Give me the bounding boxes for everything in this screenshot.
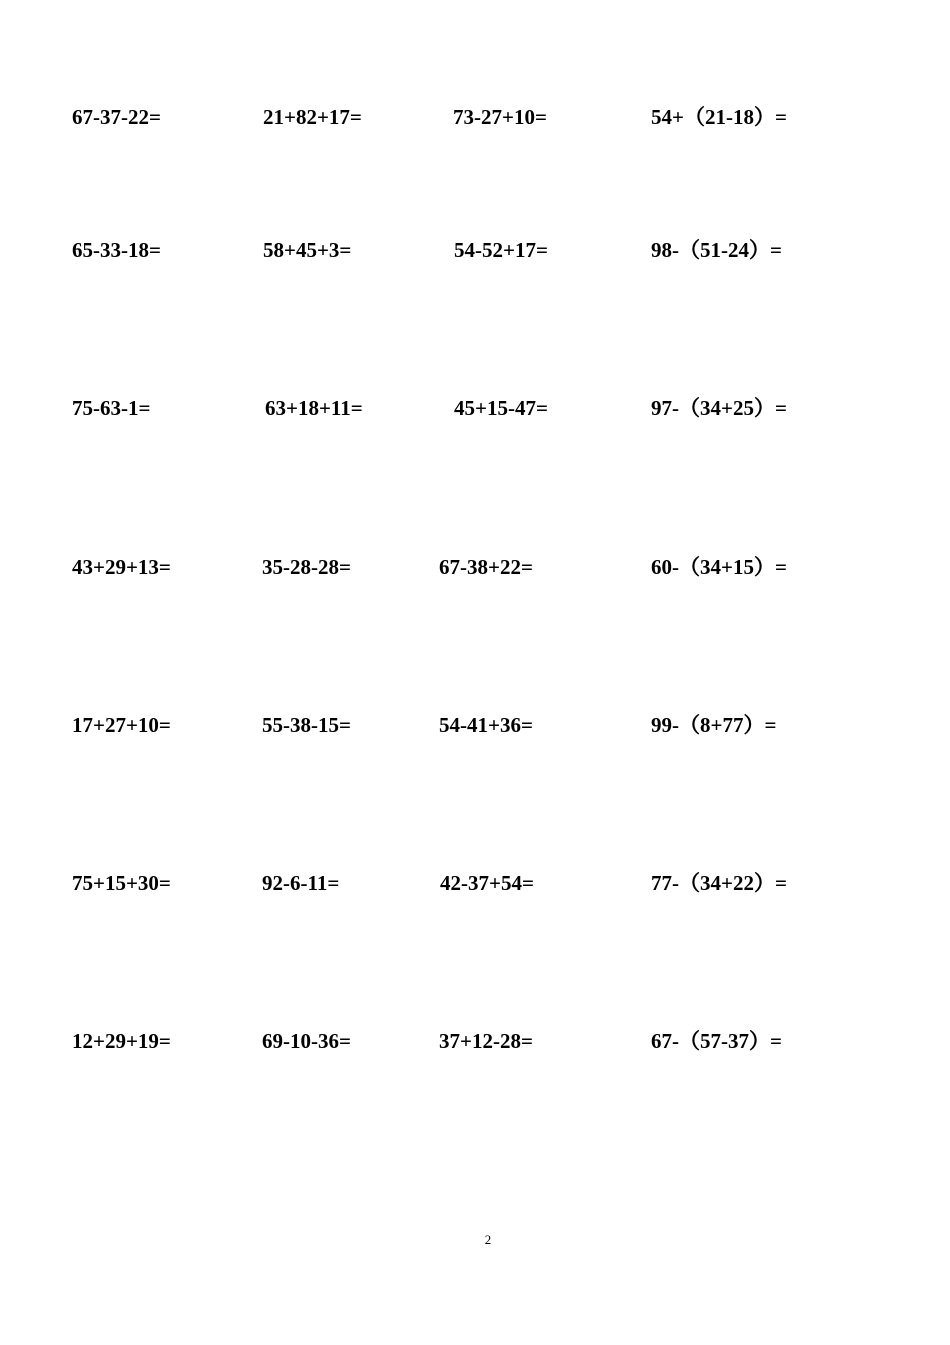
problem-r6-c1: 75+15+30= — [72, 871, 171, 895]
problem-r3-c3: 45+15-47= — [454, 396, 548, 420]
problem-r7-c4: 67-（57-37）= — [651, 1029, 782, 1053]
problem-r1-c3: 73-27+10= — [453, 105, 547, 129]
problem-r2-c1: 65-33-18= — [72, 238, 161, 262]
problem-r1-c1: 67-37-22= — [72, 105, 161, 129]
problem-r2-c4: 98-（51-24）= — [651, 238, 782, 262]
problem-r5-c4: 99-（8+77）= — [651, 713, 777, 737]
problem-r6-c4: 77-（34+22）= — [651, 871, 787, 895]
problem-r3-c1: 75-63-1= — [72, 396, 151, 420]
problem-r3-c2: 63+18+11= — [265, 396, 363, 420]
problem-r5-c1: 17+27+10= — [72, 713, 171, 737]
problem-r6-c3: 42-37+54= — [440, 871, 534, 895]
problem-r1-c4: 54+（21-18）= — [651, 105, 787, 129]
problem-r5-c2: 55-38-15= — [262, 713, 351, 737]
page-number: 2 — [484, 1232, 492, 1247]
problem-r7-c2: 69-10-36= — [262, 1029, 351, 1053]
problem-r4-c4: 60-（34+15）= — [651, 555, 787, 579]
problem-r3-c4: 97-（34+25）= — [651, 396, 787, 420]
problem-r6-c2: 92-6-11= — [262, 871, 340, 895]
problem-r2-c3: 54-52+17= — [454, 238, 548, 262]
problem-r4-c3: 67-38+22= — [439, 555, 533, 579]
problem-r4-c1: 43+29+13= — [72, 555, 171, 579]
problem-r4-c2: 35-28-28= — [262, 555, 351, 579]
problem-r7-c1: 12+29+19= — [72, 1029, 171, 1053]
problem-r5-c3: 54-41+36= — [439, 713, 533, 737]
problem-r2-c2: 58+45+3= — [263, 238, 352, 262]
problem-r7-c3: 37+12-28= — [439, 1029, 533, 1053]
problem-r1-c2: 21+82+17= — [263, 105, 362, 129]
